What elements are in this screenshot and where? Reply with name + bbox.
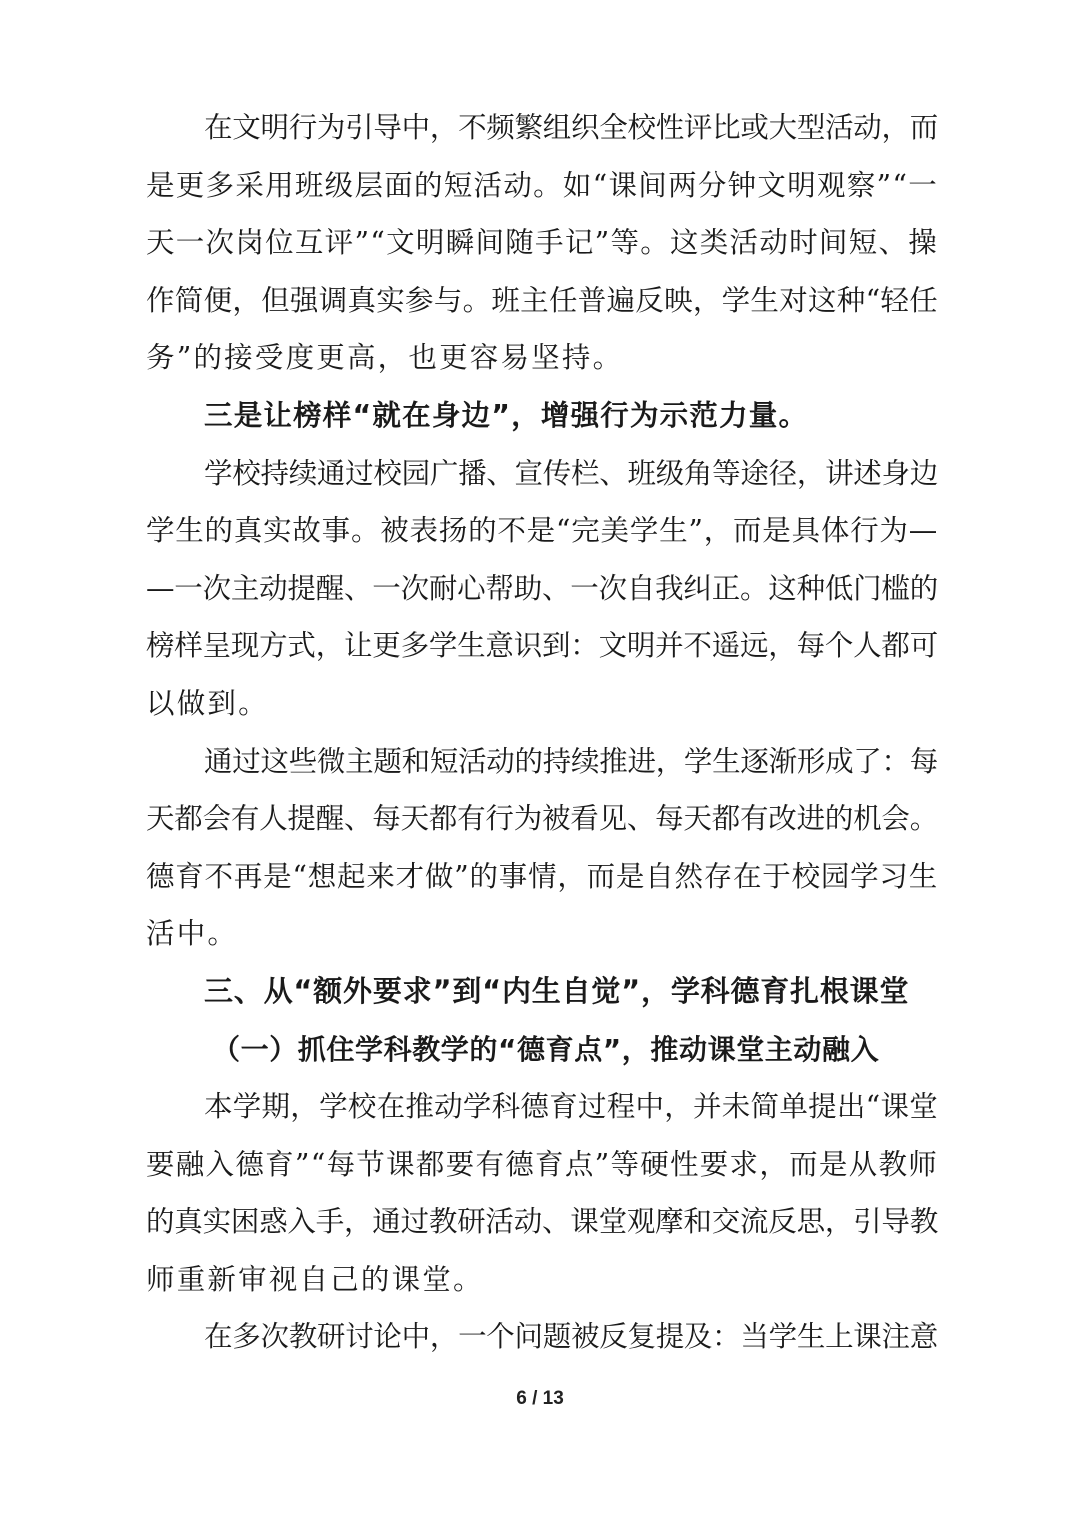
page-number: 6 / 13 <box>516 1388 564 1409</box>
text-line: 以做到。 <box>146 686 269 720</box>
text-line: 通过这些微主题和短活动的持续推进，学生逐渐形成了：每 <box>204 744 938 778</box>
text-line: 本学期，学校在推动学科德育过程中，并未简单提出“课堂 <box>204 1090 938 1124</box>
text-line: 天一次岗位互评”“文明瞬间随手记”等。这类活动时间短、操 <box>146 226 938 260</box>
paragraph <box>146 445 938 733</box>
text-line: 在文明行为引导中，不频繁组织全校性评比或大型活动，而 <box>204 111 938 144</box>
paragraph <box>146 1308 938 1366</box>
text-line: 的真实困惑入手，通过教研活动、课堂观摩和交流反思，引导教 <box>146 1205 938 1239</box>
text-line: 务”的接受度更高，也更容易坚持。 <box>146 341 624 375</box>
text-line: 是更多采用班级层面的短活动。如“课间两分钟文明观察”“一 <box>146 168 938 202</box>
text-line: 三是让榜样“就在身边”，增强行为示范力量。 <box>204 398 809 432</box>
text-line: —一次主动提醒、一次耐心帮助、一次自我纠正。这种低门槛的 <box>146 571 938 605</box>
text-line: 天都会有人提醒、每天都有行为被看见、每天都有改进的机会。 <box>146 802 938 836</box>
document-page <box>146 99 938 1366</box>
text-line: 榜样呈现方式，让更多学生意识到：文明并不遥远，每个人都可 <box>146 629 938 663</box>
text-line: 要融入德育”“每节课都要有德育点”等硬性要求，而是从教师 <box>146 1147 938 1181</box>
text-line: 活中。 <box>146 917 239 951</box>
text-line: 学校持续通过校园广播、宣传栏、班级角等途径，讲述身边 <box>204 456 938 490</box>
text-line: 在多次教研讨论中，一个问题被反复提及：当学生上课注意 <box>204 1320 938 1354</box>
text-line: 三、从“额外要求”到“内生自觉”，学科德育扎根课堂 <box>204 973 910 1008</box>
bold-subheading <box>146 387 938 445</box>
text-line: 学生的真实故事。被表扬的不是“完美学生”，而是具体行为— <box>146 514 938 548</box>
paragraph <box>146 733 938 963</box>
paragraph <box>146 99 938 387</box>
subsection-heading <box>146 1021 938 1079</box>
text-line: 作简便，但强调真实参与。班主任普遍反映，学生对这种“轻任 <box>146 283 938 317</box>
paragraph <box>146 1078 938 1308</box>
text-line: （一）抓住学科教学的“德育点”，推动课堂主动融入 <box>212 1032 880 1066</box>
text-line: 德育不再是“想起来才做”的事情，而是自然存在于校园学习生 <box>146 859 938 893</box>
section-heading <box>146 963 938 1021</box>
text-line: 师重新审视自己的课堂。 <box>146 1262 484 1296</box>
